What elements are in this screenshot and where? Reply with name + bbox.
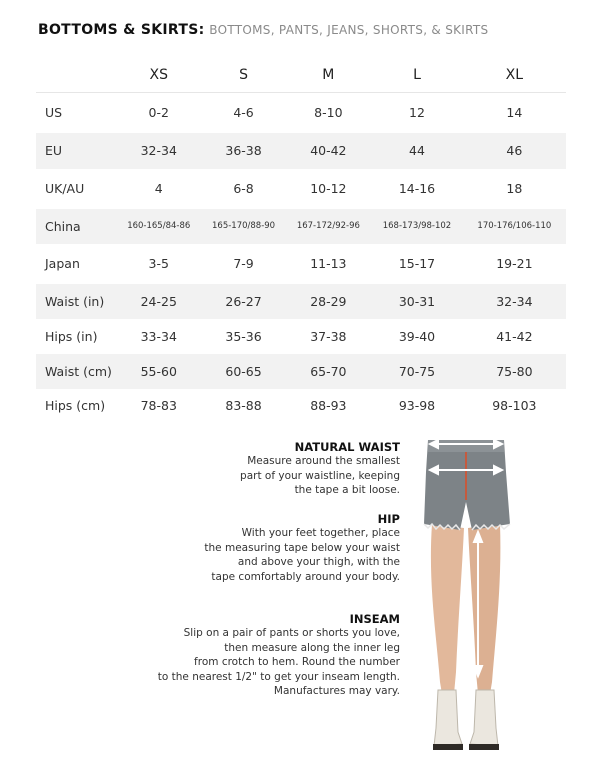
size-chart-table — [36, 58, 566, 423]
table-cell: 55-60 — [140, 363, 177, 379]
table-cell: 30-31 — [398, 293, 436, 309]
instruction-line: the tape a bit loose. — [294, 484, 400, 497]
table-cell: 98-103 — [492, 398, 537, 413]
table-cell: 0-2 — [148, 105, 169, 121]
table-cell: 70-75 — [398, 363, 436, 379]
table-cell: 46 — [506, 143, 523, 158]
column-header: M — [322, 67, 335, 83]
hip-section — [120, 512, 400, 584]
row-label: US — [45, 105, 63, 121]
table-cell: 24-25 — [140, 293, 177, 309]
natural-waist-title: NATURAL WAIST — [294, 440, 400, 454]
page-title — [38, 22, 488, 38]
table-row — [36, 319, 566, 354]
left-sole — [433, 744, 463, 750]
table-cell: 4-6 — [233, 105, 254, 121]
table-cell: 167-172/92-96 — [296, 221, 360, 231]
table-cell: 18 — [506, 181, 523, 196]
table-cell: 78-83 — [140, 398, 177, 413]
instruction-line: tape comfortably around your body. — [211, 570, 400, 583]
table-cell: 19-21 — [496, 256, 533, 271]
table-row — [36, 284, 566, 319]
table-cell: 7-9 — [233, 256, 254, 271]
column-header: L — [413, 67, 421, 83]
right-leg — [468, 524, 500, 694]
table-cell: 8-10 — [314, 105, 343, 121]
table-cell: 3-5 — [148, 256, 169, 271]
row-label: UK/AU — [45, 181, 85, 196]
hip-title: HIP — [377, 512, 400, 526]
table-row — [36, 209, 566, 244]
table-cell: 88-93 — [310, 398, 347, 413]
table-cell: 26-27 — [225, 293, 262, 309]
model-measurement-illustration — [418, 432, 514, 754]
instruction-line: from crotch to hem. Round the number — [194, 656, 400, 669]
table-cell: 10-12 — [310, 181, 347, 196]
column-header: XS — [149, 67, 168, 83]
table-cell: 28-29 — [310, 293, 347, 309]
table-cell: 14-16 — [398, 181, 436, 196]
table-cell: 40-42 — [310, 143, 347, 158]
natural-waist-section — [120, 440, 400, 498]
row-label: Hips (in) — [45, 328, 98, 344]
instruction-line: the measuring tape below your waist — [204, 541, 400, 554]
row-label: EU — [45, 143, 63, 158]
table-cell: 14 — [506, 105, 523, 121]
table-cell: 168-173/98-102 — [382, 221, 452, 231]
table-cell: 33-34 — [140, 328, 177, 344]
column-header: S — [239, 67, 248, 83]
table-cell: 32-34 — [140, 143, 177, 158]
instruction-line: Slip on a pair of pants or shorts you love, — [183, 627, 400, 639]
table-row — [36, 354, 566, 389]
table-cell: 6-8 — [233, 181, 254, 196]
table-header-row — [36, 58, 566, 93]
table-row — [36, 389, 566, 423]
table-cell: 41-42 — [496, 328, 533, 344]
waistband — [428, 440, 504, 452]
instruction-line: Manufactures may vary. — [273, 685, 400, 698]
instruction-line: With your feet together, place — [241, 527, 400, 539]
row-label: Hips (cm) — [45, 398, 106, 413]
instruction-line: Measure around the smallest — [247, 455, 400, 467]
instruction-line: then measure along the inner leg — [224, 641, 400, 654]
right-boot — [470, 690, 498, 746]
inseam-section — [120, 612, 400, 699]
table-cell: 35-36 — [225, 328, 262, 344]
left-boot — [434, 690, 462, 746]
table-cell: 15-17 — [398, 256, 436, 271]
left-leg — [431, 524, 464, 694]
right-sole — [469, 744, 499, 750]
table-cell: 65-70 — [310, 363, 347, 379]
table-cell: 12 — [409, 105, 425, 121]
table-cell: 32-34 — [496, 293, 533, 309]
row-label: Waist (in) — [45, 293, 105, 309]
table-cell: 37-38 — [310, 328, 347, 344]
row-label: China — [45, 218, 81, 234]
table-cell: 4 — [154, 181, 163, 196]
table-cell: 75-80 — [496, 363, 533, 379]
table-cell: 170-176/106-110 — [477, 221, 552, 231]
table-row — [36, 93, 566, 133]
instruction-line: part of your waistline, keeping — [240, 469, 400, 482]
table-cell: 11-13 — [310, 256, 347, 271]
instruction-line: to the nearest 1/2" to get your inseam length. — [157, 670, 400, 683]
table-cell: 60-65 — [225, 363, 262, 379]
column-header — [36, 58, 116, 93]
row-label: Japan — [45, 256, 80, 271]
table-cell: 165-170/88-90 — [212, 221, 276, 231]
table-row — [36, 169, 566, 209]
title-main: BOTTOMS & SKIRTS: — [38, 22, 205, 38]
inseam-title: INSEAM — [349, 612, 400, 626]
table-cell: 83-88 — [225, 398, 262, 413]
table-cell: 39-40 — [398, 328, 436, 344]
table-row — [36, 244, 566, 284]
table-cell: 93-98 — [398, 398, 436, 413]
table-cell: 44 — [409, 143, 425, 158]
instruction-line: and above your thigh, with the — [237, 556, 400, 569]
title-sub: BOTTOMS, PANTS, JEANS, SHORTS, & SKIRTS — [209, 23, 489, 37]
table-cell: 36-38 — [225, 143, 262, 158]
table-cell: 160-165/84-86 — [127, 221, 191, 231]
table-row — [36, 133, 566, 169]
row-label: Waist (cm) — [45, 363, 112, 379]
column-header: XL — [505, 67, 524, 83]
